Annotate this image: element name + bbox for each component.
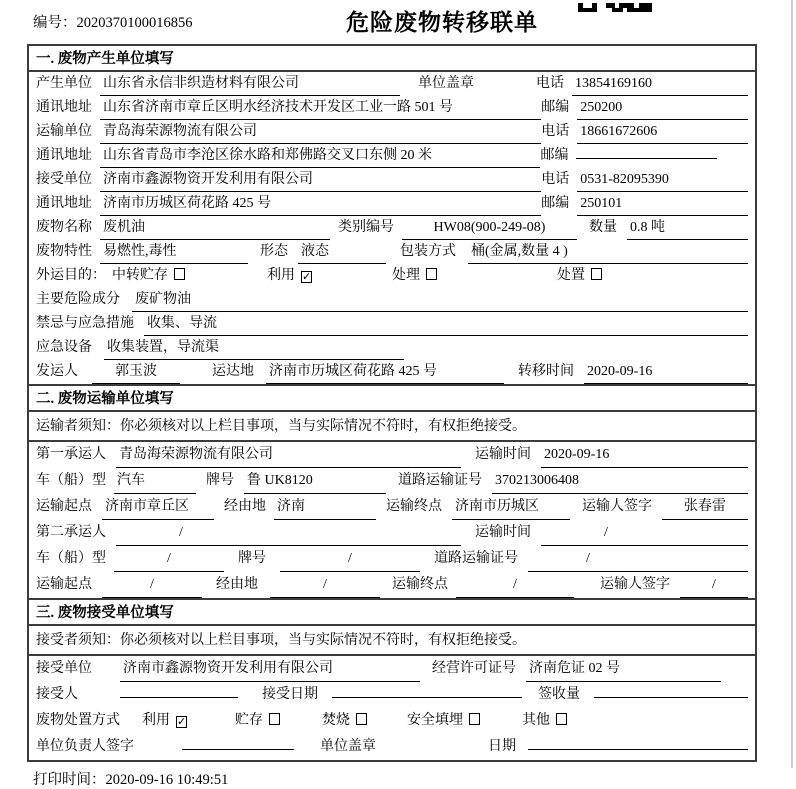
transport-time-label: 运输时间 — [475, 525, 531, 540]
plate2-value: / — [280, 546, 420, 572]
packing-label: 包装方式 — [400, 244, 456, 259]
checkbox-icon — [591, 268, 602, 280]
receiver-value: 济南市鑫源物资开发利用有限公司 — [100, 168, 541, 192]
plate-label: 牌号 — [238, 551, 266, 566]
row-emergency-equipment — [29, 336, 755, 360]
receive-date-value — [332, 697, 522, 698]
zip-label: 邮编 — [541, 100, 570, 115]
receive-unit-value: 济南市鑫源物资开发利用有限公司 — [120, 656, 420, 682]
plate-label: 牌号 — [206, 473, 234, 488]
date-value — [528, 749, 748, 750]
via1-value: 济南 — [274, 494, 376, 520]
purpose-option — [112, 264, 185, 287]
vehicle-label: 车（船）型 — [36, 473, 106, 488]
address-label: 通讯地址 — [36, 196, 92, 211]
slash-value: / — [179, 525, 183, 540]
producer-value: 山东省永信非织造材料有限公司 — [100, 72, 400, 96]
vehicle2-value: / — [114, 546, 224, 572]
endpoint2-value: / — [456, 572, 574, 598]
row-second-carrier — [29, 520, 755, 546]
carrier1-label: 第一承运人 — [36, 447, 106, 462]
option-label: 处理 — [392, 268, 420, 283]
transporter-zip — [576, 158, 717, 159]
row-receive-person — [29, 682, 755, 708]
serial-value: 2020370100016856 — [76, 15, 193, 31]
slash-value: / — [586, 551, 590, 566]
print-time-label: 打印时间： — [33, 772, 106, 788]
section3-title: 三. 废物接受单位填写 — [29, 600, 755, 626]
zip-label: 邮编 — [540, 148, 569, 163]
section-producer — [27, 44, 757, 386]
address-label: 通讯地址 — [36, 148, 92, 163]
producer-address: 山东省济南市章丘区明水经济技术开发区工业一路 501 号 — [100, 96, 541, 120]
unit-seal-label: 单位盖章 — [418, 76, 474, 91]
transfer-date-label: 转移时间 — [518, 364, 574, 379]
section-transport — [27, 384, 757, 600]
row-vehicle2 — [29, 546, 755, 572]
hazard-value: 废矿物油 — [132, 288, 748, 312]
row-receiver-address — [29, 192, 755, 216]
row-responsible-sign — [29, 734, 755, 760]
disposal-option — [407, 708, 480, 733]
checkbox-icon — [556, 713, 567, 725]
receiver-notice: 接受者须知：你必须核对以上栏目事项，当与实际情况不符时，有权拒绝接受。 — [29, 626, 755, 656]
page-title: 危险废物转移联单 — [346, 10, 538, 35]
phone-label: 电话 — [541, 172, 570, 187]
carrier1-value: 青岛海荣源物流有限公司 — [116, 442, 461, 468]
packing-value: 桶(金属,数量 4 ) — [468, 240, 748, 264]
transporter-notice: 运输者须知：你必须核对以上栏目事项，当与实际情况不符时，有权拒绝接受。 — [29, 412, 755, 442]
endpoint-label: 运输终点 — [392, 577, 448, 592]
row-receive-unit — [29, 656, 755, 682]
receiver-label: 接受单位 — [36, 172, 92, 187]
category-code-label: 类别编号 — [338, 220, 394, 235]
option-label: 焚烧 — [322, 713, 350, 728]
shipper-label: 发运人 — [36, 364, 78, 379]
date-label: 日期 — [488, 739, 516, 754]
waste-trait-value: 易燃性,毒性 — [100, 240, 248, 264]
zip-label: 邮编 — [541, 196, 570, 211]
carrier2-value — [116, 520, 461, 546]
option-label: 贮存 — [235, 713, 263, 728]
purpose-option — [557, 264, 602, 287]
row-first-carrier — [29, 442, 755, 468]
section1-title: 一. 废物产生单位填写 — [29, 46, 755, 72]
producer-zip: 250200 — [577, 96, 748, 120]
row-hazard-component — [29, 288, 755, 312]
via-label: 经由地 — [224, 499, 266, 514]
hazard-label: 主要危险成分 — [36, 292, 120, 307]
address-label: 通讯地址 — [36, 100, 92, 115]
receiver-phone: 0531-82095390 — [577, 168, 748, 192]
vehicle1-value: 汽车 — [114, 468, 196, 494]
taboo-value: 收集、导流 — [144, 312, 748, 336]
option-label: 中转贮存 — [112, 268, 168, 283]
endpoint1-value: 济南市历城区 — [452, 494, 570, 520]
purpose-option — [392, 264, 437, 287]
disposal-option — [322, 708, 367, 733]
transporter-value: 青岛海荣源物流有限公司 — [100, 120, 541, 144]
origin-label: 运输起点 — [36, 499, 92, 514]
carrier-sign2: / — [680, 572, 748, 598]
print-time — [33, 768, 796, 789]
option-label: 利用 — [267, 268, 295, 283]
row-receiver — [29, 168, 755, 192]
carrier-sign-label: 运输人签字 — [582, 499, 652, 514]
disposal-option — [142, 708, 187, 733]
option-label: 安全填埋 — [407, 713, 463, 728]
carrier2-label: 第二承运人 — [36, 525, 106, 540]
carrier-sign1: 张春雷 — [662, 494, 748, 520]
transporter-label: 运输单位 — [36, 124, 92, 139]
qr-code-fragment-icon — [578, 0, 656, 18]
row-producer-address — [29, 96, 755, 120]
receive-date-label: 接受日期 — [262, 687, 318, 702]
category-code-value: HW08(900-249-08) — [402, 216, 577, 240]
transfer-date-value: 2020-09-16 — [584, 360, 748, 384]
page-edge-line — [791, 0, 793, 768]
print-time-value: 2020-09-16 10:49:51 — [105, 772, 229, 788]
purpose-option — [267, 264, 312, 287]
license-value: 济南危证 02 号 — [526, 656, 721, 682]
option-label: 利用 — [142, 713, 170, 728]
via-label: 经由地 — [216, 577, 258, 592]
row-waste-trait — [29, 240, 755, 264]
plate1-value: 鲁 UK8120 — [244, 468, 386, 494]
disposal-label: 废物处置方式 — [36, 713, 120, 728]
origin1-value: 济南市章丘区 — [102, 494, 214, 520]
road-permit2 — [528, 546, 748, 572]
transport-time-label: 运输时间 — [475, 447, 531, 462]
equipment-label: 应急设备 — [36, 340, 92, 355]
section2-title: 二. 废物运输单位填写 — [29, 386, 755, 412]
row-producer — [29, 72, 755, 96]
responsible-sign-value — [182, 749, 294, 750]
road-permit-label: 道路运输证号 — [434, 551, 518, 566]
carrier-sign-label: 运输人签字 — [600, 577, 670, 592]
receive-person-value — [120, 697, 238, 698]
checkbox-icon — [174, 268, 185, 280]
unit-seal-label: 单位盖章 — [320, 739, 376, 754]
destination-value: 济南市历城区荷花路 425 号 — [266, 360, 504, 384]
checkbox-icon — [356, 713, 367, 725]
receive-person-label: 接受人 — [36, 687, 78, 702]
transporter-phone: 18661672606 — [577, 120, 748, 144]
checkbox-icon: ✓ — [177, 716, 187, 728]
waste-name-label: 废物名称 — [36, 220, 92, 235]
waste-trait-label: 废物特性 — [36, 244, 92, 259]
phone-label: 电话 — [541, 124, 570, 139]
row-outbound-purpose — [29, 264, 755, 288]
quantity-value: 0.8 吨 — [627, 216, 748, 240]
destination-label: 运达地 — [212, 364, 254, 379]
row-waste-name — [29, 216, 755, 240]
quantity-label: 数量 — [589, 220, 617, 235]
responsible-sign-label: 单位负责人签字 — [36, 739, 134, 754]
serial-label: 编号： — [33, 15, 77, 31]
shipper-value: 郭玉波 — [92, 360, 180, 384]
receiver-zip: 250101 — [577, 192, 748, 216]
row-transporter — [29, 120, 755, 144]
origin2-value: / — [102, 572, 202, 598]
endpoint-label: 运输终点 — [386, 499, 442, 514]
received-amount-label: 签收量 — [538, 687, 580, 702]
equipment-value: 收集装置，导流渠 — [104, 336, 404, 360]
road-permit1: 370213006408 — [492, 468, 748, 494]
disposal-option — [235, 708, 280, 733]
row-transporter-address — [29, 144, 755, 168]
transporter-address: 山东省青岛市李沧区徐水路和郑佛路交叉口东侧 20 米 — [100, 144, 540, 168]
row-vehicle1 — [29, 468, 755, 494]
form-value: 液态 — [298, 240, 386, 264]
section-receiver — [27, 598, 757, 762]
license-label: 经营许可证号 — [432, 661, 516, 676]
option-label: 处置 — [557, 268, 585, 283]
purpose-label: 外运目的： — [36, 268, 106, 283]
checkbox-icon — [269, 713, 280, 725]
receiver-address: 济南市历城区荷花路 425 号 — [100, 192, 541, 216]
row-shipper — [29, 360, 755, 384]
option-label: 其他 — [522, 713, 550, 728]
road-permit-label: 道路运输证号 — [398, 473, 482, 488]
disposal-option — [522, 708, 567, 733]
producer-label: 产生单位 — [36, 76, 92, 91]
row-route2 — [29, 572, 755, 598]
checkbox-icon: ✓ — [302, 271, 312, 283]
form-header — [0, 0, 796, 46]
checkbox-icon — [469, 713, 480, 725]
row-taboo-measures — [29, 312, 755, 336]
row-disposal-method — [29, 708, 755, 734]
form-label: 形态 — [260, 244, 288, 259]
checkbox-icon — [426, 268, 437, 280]
receive-unit-label: 接受单位 — [36, 661, 92, 676]
origin-label: 运输起点 — [36, 577, 92, 592]
vehicle-label: 车（船）型 — [36, 551, 106, 566]
transport-time1: 2020-09-16 — [541, 442, 748, 468]
waste-name-value: 废机油 — [100, 216, 330, 240]
via2-value: / — [270, 572, 380, 598]
producer-phone: 13854169160 — [572, 72, 748, 96]
phone-label: 电话 — [536, 76, 564, 91]
received-amount-value — [594, 697, 748, 698]
slash-value: / — [604, 525, 608, 540]
taboo-label: 禁忌与应急措施 — [36, 316, 134, 331]
transport-time2 — [541, 520, 748, 546]
row-route1 — [29, 494, 755, 520]
